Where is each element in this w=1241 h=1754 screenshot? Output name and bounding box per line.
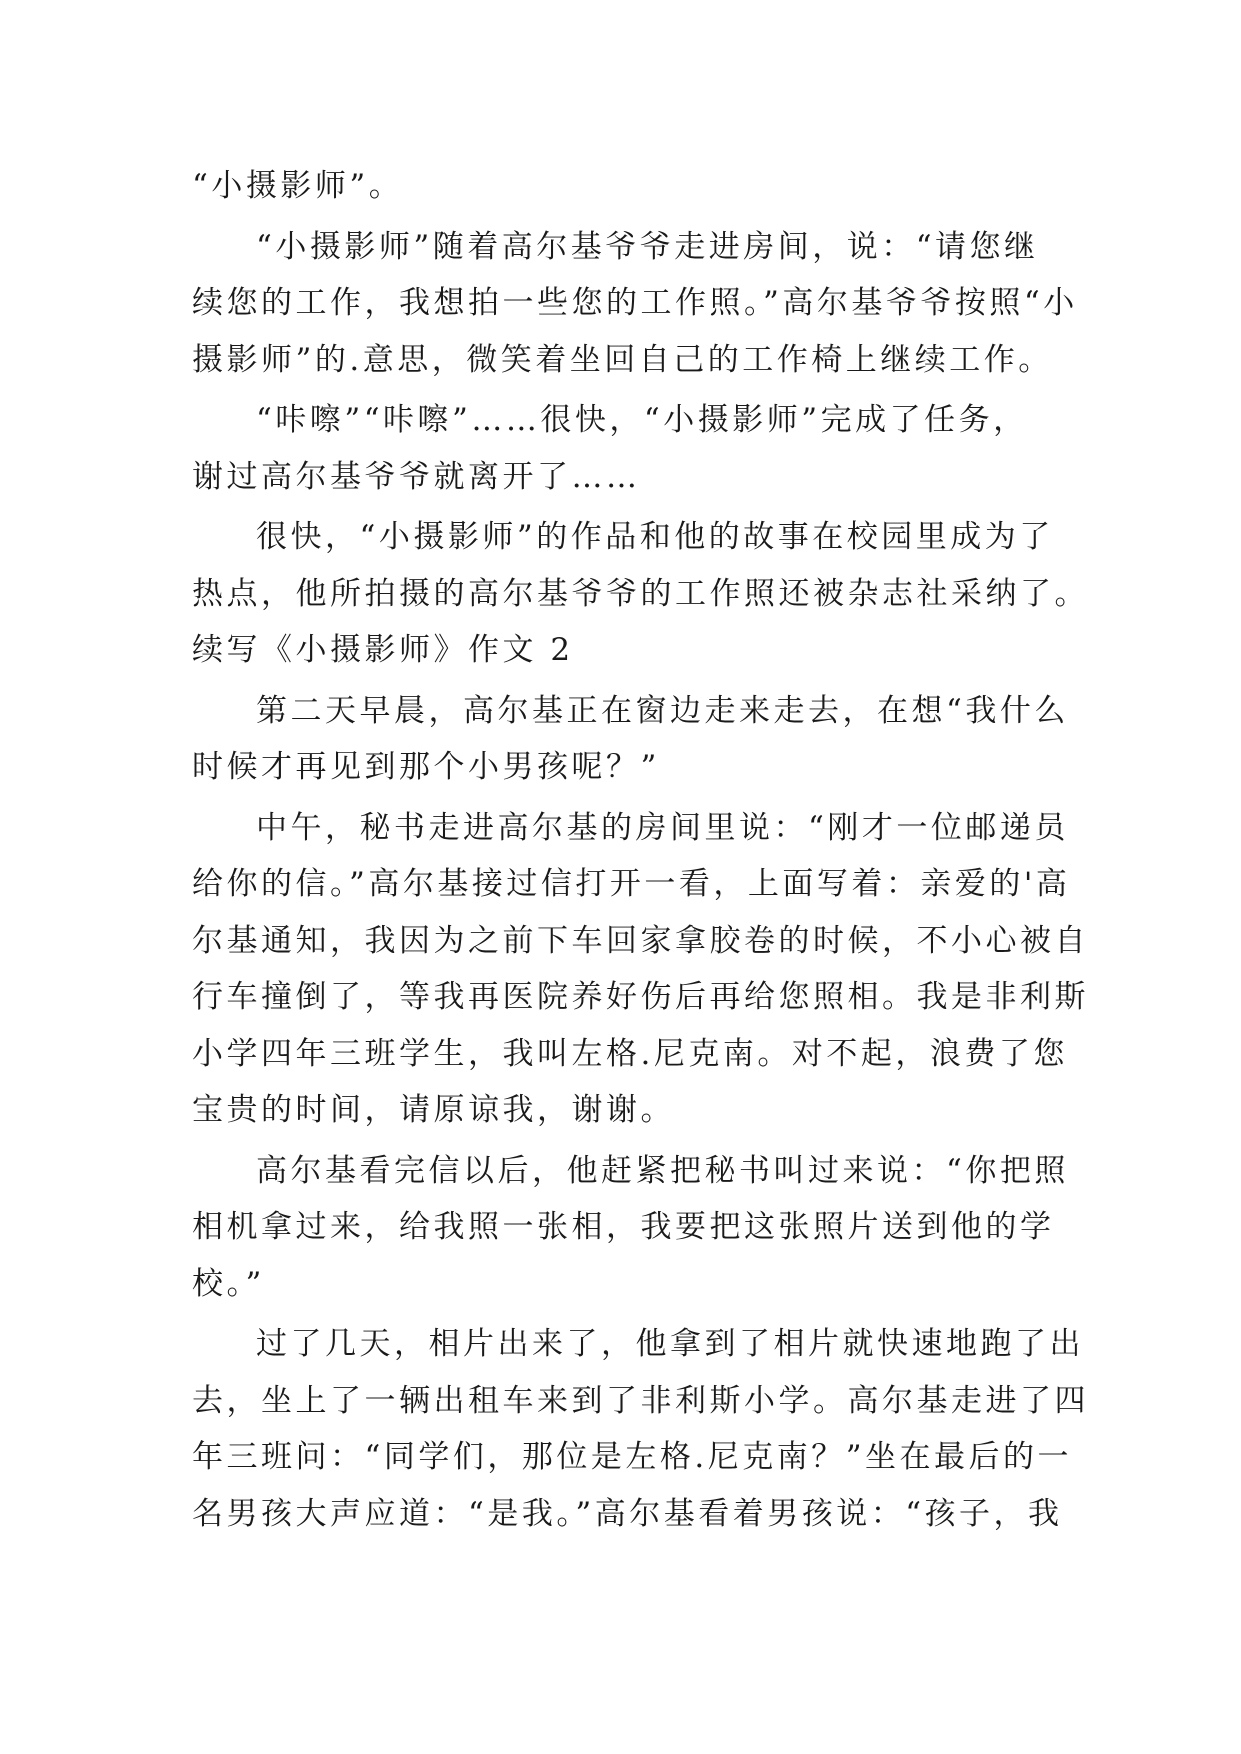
text-line: 摄影师”的.意思，微笑着坐回自己的工作椅上继续工作。 — [192, 341, 1053, 378]
text-line: 名男孩大声应道：“是我。”高尔基看着男孩说：“孩子，我 — [192, 1495, 1063, 1532]
paragraph-start: 第二天早晨，高尔基正在窗边走来走去，在想“我什么 — [256, 692, 1069, 729]
section-heading: 续写《小摄影师》作文 2 — [192, 632, 574, 668]
text-line: 尔基通知，我因为之前下车回家拿胶卷的时候，不小心被自 — [192, 922, 1089, 959]
paragraph-start: “咔嚓”“咔嚓”……很快，“小摄影师”完成了任务， — [256, 402, 1028, 438]
text-line: 校。” — [192, 1265, 265, 1302]
text-line: 去，坐上了一辆出租车来到了非利斯小学。高尔基走进了四 — [192, 1382, 1089, 1419]
text-line: 相机拿过来，给我照一张相，我要把这张照片送到他的学 — [192, 1209, 1055, 1245]
text-line: 续您的工作，我想拍一些您的工作照。”高尔基爷爷按照“小 — [192, 285, 1078, 321]
text-line: 行车撞倒了，等我再医院养好伤后再给您照相。我是非利斯 — [192, 979, 1089, 1015]
text-line: 小学四年三班学生，我叫左格.尼克南。对不起，浪费了您 — [192, 1035, 1068, 1072]
text-line: 年三班问：“同学们，那位是左格.尼克南？”坐在最后的一 — [192, 1439, 1073, 1475]
text-line: 给你的信。”高尔基接过信打开一看，上面写着：亲爱的'高 — [192, 866, 1071, 902]
text-line: 热点，他所拍摄的高尔基爷爷的工作照还被杂志社采纳了。 — [192, 575, 1089, 612]
paragraph-start: 过了几天，相片出来了，他拿到了相片就快速地跑了出 — [256, 1326, 1084, 1362]
paragraph-start: “小摄影师”随着高尔基爷爷走进房间，说：“请您继 — [256, 228, 1039, 265]
text-line: 宝贵的时间，请原谅我，谢谢。 — [192, 1092, 675, 1128]
paragraph-start: 高尔基看完信以后，他赶紧把秘书叫过来说：“你把照 — [256, 1152, 1069, 1189]
text-line: 谢过高尔基爷爷就离开了…… — [192, 458, 641, 495]
text-line: “小摄影师”。 — [192, 168, 404, 204]
paragraph-start: 中午，秘书走进高尔基的房间里说：“刚才一位邮递员 — [256, 809, 1069, 846]
document-body — [192, 158, 1089, 1542]
text-line: 时候才再见到那个小男孩呢？” — [192, 749, 660, 785]
paragraph-start: 很快，“小摄影师”的作品和他的故事在校园里成为了 — [256, 519, 1054, 555]
